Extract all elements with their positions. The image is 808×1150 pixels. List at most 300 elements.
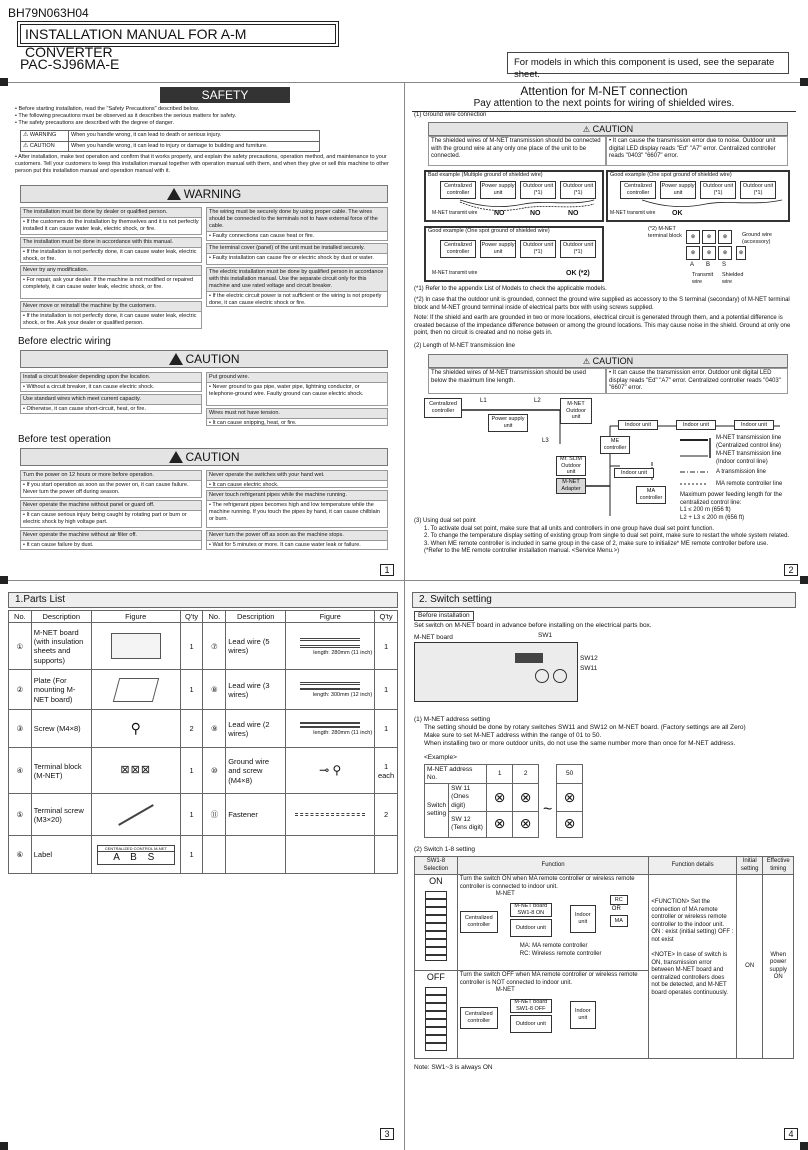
part-qty: 1 each [375, 748, 398, 794]
table-row [9, 710, 398, 748]
no-mark: NO [530, 210, 541, 217]
item-heading: Never try any modification. [21, 266, 201, 276]
plate-icon [113, 678, 159, 702]
dual-line: (3) Using dual set point [414, 518, 476, 524]
legend-text: When you handle wrong, it can lead to injury or damage to building and furniture. [69, 141, 320, 152]
transmit-wire-label: M-NET transmit wire [610, 210, 656, 216]
ma-note: MA: MA remote controller [519, 943, 588, 949]
part-qty: 1 [375, 670, 398, 710]
fastener-icon [295, 813, 365, 816]
item-heading: Never turn the power off as soon as the machine stops. [207, 531, 387, 541]
intro-line: • The following precautions must be observed as it describes the serious matters for safety. [15, 112, 237, 119]
safety-intro [15, 106, 395, 127]
rotary-switch-icon [535, 669, 549, 683]
board-label: M-NET board [414, 634, 453, 641]
part-no: ④ [9, 748, 32, 794]
part-description: Plate (For mounting M-NET board) [31, 670, 91, 710]
col-header: Description [226, 611, 286, 623]
item-heading: Use standard wires which meet current capacity. [21, 395, 201, 405]
part-description: Lead wire (3 wires) [226, 670, 286, 710]
model-number: PAC-SJ96MA-E [20, 56, 120, 72]
off-label: OFF [426, 972, 445, 982]
addr-col: 50 [557, 765, 583, 784]
switch-title: 2. Switch setting [412, 592, 796, 608]
l3-label: L3 [542, 438, 549, 444]
part-qty: 2 [180, 710, 203, 748]
rotary-icon: ⊗ [513, 811, 539, 837]
col-header: Description [31, 611, 91, 623]
item-body: • It can cause electric shock. [209, 481, 279, 488]
caution-text: The shielded wires of M-NET transmission should be used below the maximum line length. [428, 368, 606, 394]
part-qty: 1 [180, 623, 203, 670]
part-description: M-NET board (with insulation sheets and supports) [31, 623, 91, 670]
outdoor-unit-box: Outdoor unit [510, 1015, 552, 1033]
indoor-unit-box: Indoor unit [676, 420, 716, 430]
divider [404, 82, 405, 1150]
unit-box: Outdoor unit (*1) [520, 240, 556, 258]
parts-table [8, 610, 398, 874]
centralized-controller-box: Centralized controller [460, 1007, 498, 1029]
part-no: ⑦ [203, 623, 226, 670]
col-header: Initial setting [736, 857, 762, 875]
caution-bar [20, 350, 388, 368]
rotary-icon: ⊗ [487, 811, 513, 837]
wire-length: length: 300mm (12 inch) [312, 692, 373, 699]
wire-icon [300, 682, 360, 690]
warning-label: WARNING [183, 187, 242, 201]
table-row [9, 670, 398, 710]
terminal-cell: ⊗ [686, 246, 700, 260]
note-1: (*1) Refer to the appendix List of Models to check the applicable models. [414, 286, 607, 292]
intro-line: • Before starting installation, read the "Safety Precautions" described below. [15, 106, 200, 112]
off-function-text: Turn the switch OFF when MA remote controller or wireless remote controller is NOT connected to indoor unit. [459, 972, 638, 986]
label-caption: CENTRALIZED CONTROL M-NET [98, 846, 174, 852]
page-number: 1 [380, 564, 394, 576]
col-header: Q'ty [375, 611, 398, 623]
warning-item [20, 237, 202, 263]
part-figure [286, 794, 375, 836]
initial-setting: ON [736, 875, 762, 1059]
legend-text: When you handle wrong, it can lead to death or serious injury. [69, 131, 320, 142]
wire-icon [300, 722, 360, 728]
caution-label: CAUTION [592, 124, 634, 134]
centralized-controller-box: Centralized controller [424, 398, 462, 418]
tilde-icon: ~ [542, 801, 553, 819]
on-diagram [460, 891, 647, 965]
caution-bar [428, 122, 788, 136]
page-number: 4 [784, 1128, 798, 1140]
item-heading: Never touch refrigerant pipes while the machine running. [207, 491, 387, 501]
addr-header: M-NET address No. [425, 765, 487, 784]
dual-line: 3. When ME remote controller is included in same group in the case of 2, make sure to initialize* ME remote controller before use. [424, 540, 769, 547]
item-body: • Faulty installation can cause fire or electric shock by dust or water. [209, 254, 374, 261]
dip-switch-off-icon [425, 987, 447, 1051]
rotary-icon: ⊗ [487, 784, 513, 811]
table-row [9, 748, 398, 794]
page-number: 2 [784, 564, 798, 576]
warning-bar [20, 185, 388, 203]
item-heading: Install a circuit breaker depending upon the location. [21, 373, 201, 383]
ground-wire-caption: Ground wire (accessory) [742, 232, 772, 245]
cut-mark [800, 78, 808, 86]
on-function-text: Turn the switch ON when MA remote controller or wireless remote controller is connected to indoor unit. [459, 876, 635, 890]
divider [0, 580, 808, 581]
sw11-caption: SW 11 (Ones digit) [449, 784, 487, 811]
board-icon [111, 633, 161, 659]
part-description: Screw (M4×8) [31, 710, 91, 748]
unit-box: Outdoor unit (*1) [740, 181, 776, 199]
document-title: INSTALLATION MANUAL FOR A-M CONVERTER [20, 24, 336, 44]
rc-note: RC: Wireless remote controller [519, 951, 602, 957]
part-qty: 1 [180, 748, 203, 794]
item-heading: Wires must not have tension. [207, 409, 387, 419]
rc-box: RC [610, 895, 628, 905]
sw1-label: SW1 [538, 632, 553, 639]
item-heading: The installation must be done by dealer or qualified person. [21, 208, 201, 218]
example-label: Good example (One spot ground of shielded wire) [428, 228, 550, 234]
item-body: • If the electric circuit power is not sufficient or the wiring is not properly done, it can cause electric shock or fire. [209, 292, 382, 306]
item-body: • The refrigerant pipes becomes high and low temperature while the machine running. If you touch the pipes by hand, it can cause chilblain or burn. [209, 501, 380, 522]
on-label: ON [429, 876, 443, 886]
caution-item [206, 470, 388, 488]
item-body: • Never ground to gas pipe, water pipe, lightning conductor, or telephone-ground wire. Faulty ground can cause electric shock. [209, 383, 364, 397]
col-header: Function [457, 857, 649, 875]
caution-item [20, 470, 202, 498]
unit-box: Power supply unit [660, 181, 696, 199]
caution-icon [169, 451, 183, 463]
item-heading: Turn the power on 12 hours or more before operation. [21, 471, 201, 481]
item-heading: Never operate the machine without panel or guard off. [21, 501, 201, 511]
caution-item [206, 408, 388, 426]
max-length-line: L1 ≤ 200 m (656 ft) [680, 507, 731, 513]
indoor-unit-box: Indoor unit [734, 420, 774, 430]
or-label: OR [611, 906, 621, 912]
part-figure [286, 670, 375, 710]
l2-label: L2 [534, 398, 541, 404]
shielded-wire-caption: Shielded wire [722, 272, 744, 285]
screw-icon: ⚲ [91, 710, 180, 748]
part-qty: 1 [180, 836, 203, 874]
item-heading: The terminal cover (panel) of the unit must be installed securely. [207, 244, 387, 254]
effective-timing: When power supply ON [763, 875, 794, 1059]
good-wiring-lines [606, 170, 790, 222]
length-label: (2) Length of M-NET transmission line [414, 343, 515, 349]
item-body: • If the installation is not perfectly done, it can cause water leak, electric shock, or fire. [23, 248, 197, 262]
addr-col: 2 [513, 765, 539, 784]
address-line: The setting should be done by rotary switches SW11 and SW12 on M-NET board. (Factory settings are all Zero) [424, 724, 746, 732]
part-description: Ground wire and screw (M4×8) [226, 748, 286, 794]
item-body: • If the installation is not perfectly done, it can cause water leak, electric shock, or fire. Ask your dealer or qualified person. [23, 312, 197, 326]
cut-mark [0, 1142, 8, 1150]
ground-wire-icon: ⊸ ⚲ [286, 748, 375, 794]
caution-item [20, 394, 202, 414]
wire-length: length: 280mm (11 inch) [313, 649, 373, 656]
safety-legend: ⚠ WARNING When you handle wrong, it can lead to death or serious injury. ⚠ CAUTION When you handle wrong, it can lead to injury or damage to building and furniture. [20, 130, 320, 152]
warning-item [206, 207, 388, 241]
caution-label: CAUTION [185, 352, 240, 366]
part-qty: 1 [375, 710, 398, 748]
unit-box: Outdoor unit (*1) [520, 181, 556, 199]
warning-item [20, 207, 202, 235]
mnet-subtitle: Pay attention to the next points for wiring of shielded wires. [412, 98, 796, 112]
part-figure [286, 710, 375, 748]
part-no: ⑪ [203, 794, 226, 836]
document-code: BH79N063H04 [8, 6, 89, 20]
part-description: Fastener [226, 794, 286, 836]
part-no: ② [9, 670, 32, 710]
table-row [9, 836, 398, 874]
caution-item [20, 372, 202, 392]
label-letters: A B S [113, 851, 159, 863]
mnet-line-label: M-NET [495, 891, 515, 897]
part-no: ⑨ [203, 710, 226, 748]
address-line: (1) M-NET address setting [414, 716, 491, 723]
mnet-outdoor-box: M-NET Outdoor unit [560, 398, 592, 424]
item-body: • Wait for 5 minutes or more. It can cause water leak or failure. [209, 541, 361, 548]
table-row [9, 794, 398, 836]
parts-title: 1.Parts List [8, 592, 398, 608]
col-header: No. [9, 611, 32, 623]
caution-item [20, 530, 202, 550]
item-heading: Never move or reinstall the machine by the customers. [21, 302, 201, 312]
note-2: (*2) In case that the outdoor unit is grounded, connect the ground wire supplied as accessory to the S terminal (secondary) of M-NET terminal block and M-NET ground terminal inside of electrical parts box with using screws supplied. [414, 297, 790, 311]
function-details: <FUNCTION> Set the connection of MA remote controller or wireless remote controller to the indoor unit. ON : exist (initial setting) OFF : not exist [651, 899, 734, 943]
safety-title: SAFETY PRECAUTIONS [160, 87, 290, 103]
dip-switch-on-icon [425, 891, 447, 961]
off-diagram [460, 987, 647, 1053]
part-description: Lead wire (2 wires) [226, 710, 286, 748]
addr-col: 1 [487, 765, 513, 784]
bad-wiring-lines [424, 170, 604, 222]
terminal-cell: ⊗ [718, 246, 732, 260]
sw11-label: SW11 [580, 665, 598, 672]
col-header: SW1-8 Selection [415, 857, 458, 875]
no-mark: NO [568, 210, 579, 217]
caution-text: • It can cause the transmission error due to noise. Outdoor unit digital LED display reads "Ed" "A7" error. Centralized controller reads "0403" "6607" error. [606, 136, 788, 166]
part-qty: 1 [180, 794, 203, 836]
function-note: <NOTE> In case of switch is ON, transmission error between M-NET board and centralized controllers does not be detected, and M-NET board operates continuously. [651, 952, 728, 996]
item-heading: The electric installation must be done by qualified person in accordance with this installation manual. Use the separate circuit only for this machine and use rated voltage and circuit breaker. [207, 268, 387, 292]
mnet-adapter-box: M-NET Adapter [556, 478, 586, 494]
unit-box: Power supply unit [480, 181, 516, 199]
terminal-cell: ⊗ [686, 230, 700, 244]
separate-sheet-note: For models in which this component is used, see the separate sheet. [507, 52, 789, 74]
caution-bar [428, 354, 788, 368]
table-row [9, 623, 398, 670]
ok-mark: OK [672, 210, 683, 217]
caution-item [206, 530, 388, 550]
unit-box: Power supply unit [480, 240, 516, 258]
terminal-cell: ⊗ [702, 230, 716, 244]
rotary-icon: ⊗ [557, 784, 583, 811]
address-line: Make sure to set M-NET address within the range of 01 to 50. [424, 732, 602, 740]
part-description: Terminal block (M-NET) [31, 748, 91, 794]
caution-item [206, 490, 388, 528]
caution-text: The shielded wires of M-NET transmission should be connected with the ground wire at any only one place of the unit to be connected. [428, 136, 606, 166]
l1-label: L1 [480, 398, 487, 404]
unit-box: Centralized controller [440, 240, 476, 258]
legend-lines [680, 436, 710, 496]
item-body: • For repair, ask your dealer. If the machine is not modified or repaired completely, it can cause water leak, electric shock, or fire. [23, 276, 194, 290]
address-setting [414, 716, 794, 749]
caution-item [206, 372, 388, 406]
dip-switch-icon [515, 653, 543, 663]
caution-icon: ⚠ [582, 357, 591, 366]
part-qty: 1 [375, 623, 398, 670]
item-body: • It can cause failure by dust. [23, 541, 94, 548]
ok-mark: OK (*2) [566, 270, 590, 277]
legend-label: WARNING [29, 132, 57, 138]
dual-line: (*Refer to the ME remote controller installation manual. <Service Menu.>) [424, 548, 620, 554]
dual-line: 2. To change the temperature display setting of existing group from single to dual set point, make sure to restart the whole system related. [424, 533, 790, 539]
example-label: <Example> [424, 754, 457, 761]
note-3: Note: If the shield and earth are grounded in two or more locations, electrical circuit is generated through them, and a potential difference is created because of the impedance difference between or among the ground locations. This may cause noise in the shield. Ground at only one point, then no circuit is created and no noise gets in. [414, 315, 791, 336]
warning-icon [167, 188, 181, 200]
no-mark: NO [494, 210, 505, 217]
caution-text: • It can cause the transmission error. Outdoor unit digital LED display reads "Ed" "A7" error. Centralized controller reads "0403" "6607" error. [606, 368, 788, 394]
outdoor-unit-box: Outdoor unit [510, 919, 552, 937]
cut-mark [0, 78, 8, 86]
caution-label: CAUTION [185, 450, 240, 464]
cut-mark [0, 576, 8, 584]
caution-bar [20, 448, 388, 466]
max-length-line: L2 + L3 ≤ 200 m (656 ft) [680, 514, 745, 521]
rotary-icon: ⊗ [513, 784, 539, 811]
part-no: ⑥ [9, 836, 32, 874]
col-header: Figure [91, 611, 180, 623]
cut-mark [800, 576, 808, 584]
before-installation-tag: Before installation [414, 611, 474, 621]
sw12-caption: SW 12 (Tens digit) [449, 811, 487, 837]
me-controller-box: ME controller [600, 436, 630, 454]
terminal-letter: S [722, 262, 727, 268]
part-no: ① [9, 623, 32, 670]
item-body: • Without a circuit breaker, it can cause electric shock. [23, 383, 155, 390]
unit-box: Outdoor unit (*1) [560, 181, 596, 199]
mr-slim-outdoor-box: Mr. SLIM Outdoor unit [556, 456, 586, 476]
col-header: No. [203, 611, 226, 623]
terminal-letter: B [706, 262, 711, 268]
caution-icon [169, 353, 183, 365]
sw18-table [414, 856, 794, 1059]
centralized-controller-box: Centralized controller [460, 911, 498, 933]
warning-item [20, 265, 202, 299]
max-length-line: Maximum power feeding length for the centralized control line: [680, 492, 783, 506]
terminal-block-label: (*2) M-NET terminal block [648, 226, 682, 239]
ma-controller-box: MA controller [636, 486, 666, 504]
item-body: • Faulty connections can cause heat or fire. [209, 232, 315, 239]
mnet-board-box: M-NET board SW1-8 OFF [510, 999, 552, 1013]
item-heading: The installation must be done in accordance with this manual. [21, 238, 201, 248]
caution-label: CAUTION [592, 356, 634, 366]
col-header: Effective timing [763, 857, 794, 875]
legend-label: CAUTION [29, 142, 55, 149]
warning-item [206, 243, 388, 265]
part-no: ③ [9, 710, 32, 748]
part-qty: 1 [180, 670, 203, 710]
item-heading: Never operate the switches with your hand wet. [207, 471, 387, 481]
unit-box: Outdoor unit (*1) [700, 181, 736, 199]
intro-line: • The safety precautions are described with the degree of danger. [15, 119, 174, 126]
terminal-cell: ⊗ [702, 246, 716, 260]
legend-item: M-NET transmission line (Centralized control line) [716, 435, 782, 449]
rotary-switch-icon [553, 669, 567, 683]
legend-item: M-NET transmission line (Indoor control line) [716, 451, 782, 465]
transmit-wire-label: M-NET transmit wire [432, 210, 478, 216]
dual-set-point [414, 518, 794, 556]
after-install-text: • After installation, make test operation and confirm that it works properly, and explain the safety precautions, operation method, and maintenance to your customers. Tell your customers to keep this installation manual together with operation manual with them, and when they give or sell this machine to other person put this installation manual and operation manual with it. [15, 154, 389, 174]
part-figure [91, 623, 180, 670]
part-no: ⑧ [203, 670, 226, 710]
legend-item: MA remote controller line [716, 481, 783, 487]
unit-box: Outdoor unit (*1) [560, 240, 596, 258]
terminal-screw-icon [118, 804, 154, 826]
col-header: Figure [286, 611, 375, 623]
item-heading: Never operate the machine without air filter off. [21, 531, 201, 541]
legend-item: A transmission line [716, 469, 767, 475]
wire-icon [300, 638, 360, 648]
terminal-cell: ⊗ [718, 230, 732, 244]
wire-length: length: 280mm (11 inch) [313, 730, 373, 737]
part-description: Lead wire (5 wires) [226, 623, 286, 670]
sw-note: Note: SW1~3 is always ON [414, 1064, 493, 1071]
item-body: • It can cause snipping, heat, or fire. [209, 419, 297, 426]
indoor-unit-box: Indoor unit [570, 905, 596, 933]
item-heading: The wiring must be securely done by using proper cable. The wires should be connected to the terminals not to have external force of the cable. [207, 208, 387, 232]
part-qty: 2 [375, 794, 398, 836]
col-header: Q'ty [180, 611, 203, 623]
item-body: • It can cause serious injury being caught by rotating part or burn or electric shock by high voltage part. [23, 511, 187, 525]
part-no: ⑩ [203, 748, 226, 794]
ground-label: (1) Ground wire connection [414, 112, 487, 118]
terminal-block-icon: ⊠⊠⊠ [91, 748, 180, 794]
caution-item [20, 500, 202, 528]
ground-terminal: ⊗ [736, 246, 746, 260]
mnet-board-figure [414, 642, 578, 702]
caution-icon: ⚠ [582, 125, 591, 134]
switch-setting-label: Switch setting [425, 784, 449, 837]
transmit-wire-caption: Transmit wire [692, 272, 714, 285]
col-header: Function details [649, 857, 737, 875]
mnet-line-label: M-NET [495, 987, 515, 993]
indoor-unit-box: Indoor unit [614, 468, 654, 478]
address-line: When installing two or more outdoor units, do not use the same number more than once for M-NET address. [424, 740, 736, 748]
unit-box: Centralized controller [620, 181, 656, 199]
mnet-board-box: M-NET board SW1-8 ON [510, 903, 552, 917]
part-figure [286, 623, 375, 670]
example-label: Bad example (Multiple ground of shielded wire) [428, 172, 543, 178]
indoor-unit-box: Indoor unit [618, 420, 658, 430]
mnet-title: Attention for M-NET connection [520, 84, 688, 98]
item-body: • Otherwise, it can cause short-circuit, heat, or fire. [23, 405, 146, 412]
part-description: Terminal screw (M3×20) [31, 794, 91, 836]
sw12-label: SW12 [580, 655, 598, 662]
part-figure [91, 836, 180, 874]
dual-line: 1. To activate dual set point, make sure that all units and controllers in one group have dual set point function. [424, 525, 715, 532]
item-heading: Put ground wire. [207, 373, 387, 383]
example-label: Good example (One spot ground of shielded wire) [610, 172, 732, 178]
sw18-label: (2) Switch 1-8 setting [414, 846, 476, 853]
item-body: • If you start operation as soon as the power on, it can cause failure. Never turn the power off during season. [23, 481, 189, 495]
section-heading: Before electric wiring [18, 336, 111, 347]
power-supply-box: Power supply unit [488, 414, 528, 432]
unit-box: Centralized controller [440, 181, 476, 199]
terminal-letter: A [690, 262, 695, 268]
part-figure [91, 670, 180, 710]
indoor-unit-box: Indoor unit [570, 1001, 596, 1029]
part-description: Label [31, 836, 91, 874]
transmit-wire-label: M-NET transmit wire [432, 270, 478, 276]
